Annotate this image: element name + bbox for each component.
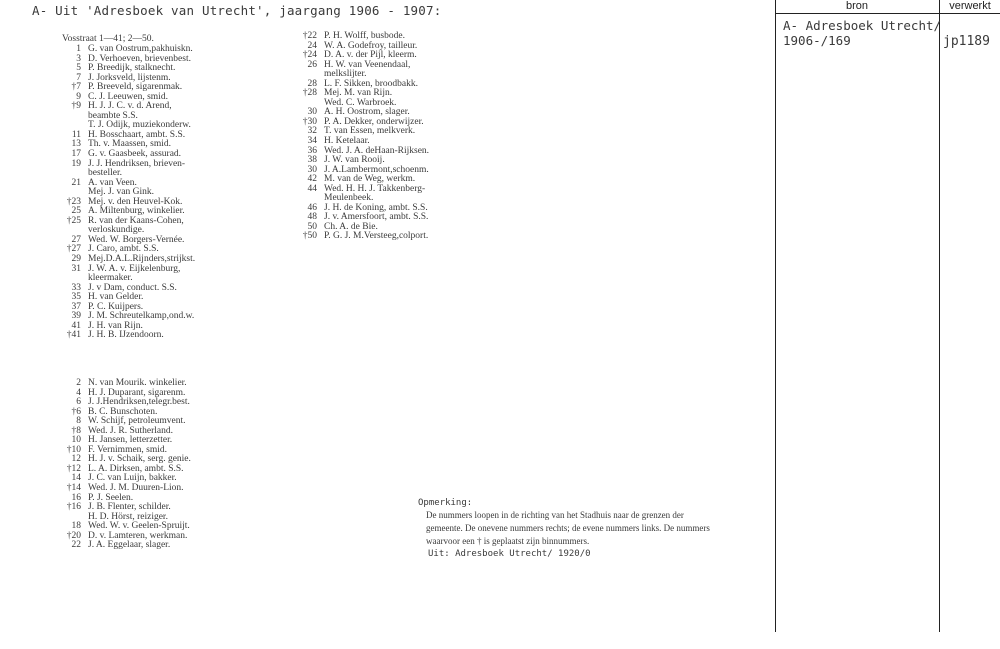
house-number: †30 bbox=[302, 116, 317, 127]
house-number: 30 bbox=[307, 164, 317, 175]
address-entry bbox=[40, 265, 270, 275]
resident-name: D. Verhoeven, brievenbest. bbox=[88, 53, 191, 64]
resident-name: P. A. Dekker, onderwijzer. bbox=[324, 116, 424, 127]
resident-name: H. van Gelder. bbox=[88, 292, 144, 303]
address-entry: verloskundige. bbox=[88, 225, 145, 236]
table-border-left bbox=[775, 0, 776, 632]
house-number: 32 bbox=[307, 126, 317, 137]
house-number: 4 bbox=[76, 387, 81, 398]
address-entry: T. J. Odijk, muziekonderw. bbox=[88, 120, 191, 131]
address-entry bbox=[40, 179, 270, 189]
address-entry bbox=[40, 217, 270, 227]
address-column-odd bbox=[40, 45, 270, 341]
resident-name: Wed. H. H. J. Takkenberg- bbox=[324, 183, 426, 194]
resident-name: H. Bosschaart, ambt. S.S. bbox=[88, 129, 186, 140]
resident-name: Mej.D.A.L.Rijnders,strijkst. bbox=[88, 254, 196, 265]
house-number: 42 bbox=[307, 174, 317, 185]
house-number: 48 bbox=[307, 212, 317, 223]
resident-name: W. Schijf, petroleumvent. bbox=[88, 416, 186, 427]
resident-name: H. W. van Veenendaal, bbox=[324, 59, 411, 70]
resident-name: A. van Veen. bbox=[88, 177, 137, 188]
remark-label: Opmerking: bbox=[418, 498, 473, 508]
resident-name: H. Jansen, letterzetter. bbox=[88, 435, 173, 446]
house-number: 13 bbox=[71, 139, 81, 150]
resident-name: P. G. J. M.Versteeg,colport. bbox=[324, 231, 429, 242]
street-heading: Vosstraat 1—41; 2—50. bbox=[62, 34, 154, 44]
resident-name: J. M. Schreutelkamp,ond.w. bbox=[88, 311, 195, 322]
house-number: †23 bbox=[66, 196, 81, 207]
resident-name: Wed. W. Borgers-Vernée. bbox=[88, 234, 185, 245]
house-number: 14 bbox=[71, 473, 81, 484]
resident-name: D. v. Lamteren, werkman. bbox=[88, 530, 188, 541]
address-entry bbox=[276, 61, 496, 71]
address-entry: kleermaker. bbox=[88, 273, 133, 284]
house-number: 27 bbox=[71, 234, 81, 245]
house-number: 35 bbox=[71, 292, 81, 303]
house-number: 16 bbox=[71, 492, 81, 503]
house-number: 44 bbox=[307, 183, 317, 194]
resident-name: R. van der Kaans-Cohen, bbox=[88, 215, 184, 226]
house-number: 30 bbox=[307, 107, 317, 118]
resident-name: H. Ketelaar. bbox=[324, 136, 370, 147]
remark-source: Uit: Adresboek Utrecht/ 1920/0 bbox=[428, 549, 591, 559]
address-entry bbox=[40, 102, 270, 112]
house-number: 9 bbox=[76, 91, 81, 102]
house-number: †9 bbox=[71, 101, 81, 112]
house-number: 38 bbox=[307, 155, 317, 166]
house-number: †50 bbox=[302, 231, 317, 242]
house-number: 18 bbox=[71, 521, 81, 532]
house-number: 3 bbox=[76, 53, 81, 64]
house-number: 34 bbox=[307, 136, 317, 147]
resident-name: A. Miltenburg, winkelier. bbox=[88, 206, 185, 217]
resident-name: P. C. Kuijpers. bbox=[88, 301, 144, 312]
house-number: 26 bbox=[307, 59, 317, 70]
table-header-rule bbox=[775, 13, 1000, 14]
house-number: †41 bbox=[66, 330, 81, 341]
resident-name: T. van Essen, melkverk. bbox=[324, 126, 416, 137]
resident-name: P. Breedijk, stalknecht. bbox=[88, 63, 176, 74]
house-number: †27 bbox=[66, 244, 81, 255]
resident-name: H. J. J. C. v. d. Arend, bbox=[88, 101, 172, 112]
resident-name: C. J. Leeuwen, smid. bbox=[88, 91, 168, 102]
house-number: †10 bbox=[66, 444, 81, 455]
resident-name: J. C. van Luijn, bakker. bbox=[88, 473, 177, 484]
address-entry: beambte S.S. bbox=[88, 110, 138, 121]
house-number: †14 bbox=[66, 483, 81, 494]
house-number: 8 bbox=[76, 416, 81, 427]
house-number: 39 bbox=[71, 311, 81, 322]
resident-name: G. van Oostrum,pakhuiskn. bbox=[88, 44, 193, 54]
resident-name: J. W. A. v. Eijkelenburg, bbox=[88, 263, 181, 274]
house-number: 21 bbox=[71, 177, 81, 188]
house-number: 6 bbox=[76, 397, 81, 408]
house-number: 12 bbox=[71, 454, 81, 465]
address-entry bbox=[40, 541, 270, 551]
resident-name: L. A. Dirksen, ambt. S.S. bbox=[88, 463, 184, 474]
remark-block bbox=[418, 497, 763, 560]
house-number: †8 bbox=[71, 425, 81, 436]
house-number: 24 bbox=[307, 40, 317, 51]
resident-name: J. A.Lambermont,schoenm. bbox=[324, 164, 429, 175]
house-number: 50 bbox=[307, 221, 317, 232]
address-entry: melkslijter. bbox=[324, 69, 367, 80]
house-number: †20 bbox=[66, 530, 81, 541]
resident-name: D. A. v. der Pijl, kleerm. bbox=[324, 50, 417, 61]
resident-name: J. H. van Rijn. bbox=[88, 320, 143, 331]
house-number: 31 bbox=[71, 263, 81, 274]
resident-name: G. v. Gaasbeek, assurad. bbox=[88, 149, 182, 160]
address-column-right bbox=[276, 32, 496, 242]
resident-name: N. van Mourik. winkelier. bbox=[88, 378, 187, 388]
house-number: 33 bbox=[71, 282, 81, 293]
resident-name: P. J. Seelen. bbox=[88, 492, 134, 503]
resident-name: J. B. Flenter, schilder. bbox=[88, 502, 171, 513]
resident-name: Wed. J. M. Duuren-Lion. bbox=[88, 483, 184, 494]
address-entry bbox=[40, 331, 270, 341]
resident-name: J. v Dam, conduct. S.S. bbox=[88, 282, 177, 293]
resident-name: Mej. M. van Rijn. bbox=[324, 88, 393, 99]
house-number: 46 bbox=[307, 202, 317, 213]
house-number: 19 bbox=[71, 158, 81, 169]
house-number: †28 bbox=[302, 88, 317, 99]
house-number: †6 bbox=[71, 406, 81, 417]
remark-line bbox=[418, 535, 763, 548]
house-number: 36 bbox=[307, 145, 317, 156]
house-number: 2 bbox=[76, 378, 81, 388]
resident-name: J. J. Hendriksen, brieven- bbox=[88, 158, 186, 169]
bron-header: bron bbox=[845, 0, 869, 12]
house-number: 5 bbox=[76, 63, 81, 74]
house-number: 25 bbox=[71, 206, 81, 217]
remark-line-3: waarvoor een † is geplaatst zijn binnummers. bbox=[426, 536, 590, 546]
house-number: 29 bbox=[71, 254, 81, 265]
resident-name: J. v. Amersfoort, ambt. S.S. bbox=[324, 212, 429, 223]
house-number: 22 bbox=[71, 540, 81, 551]
house-number: †12 bbox=[66, 463, 81, 474]
resident-name: Wed. J. A. deHaan-Rijksen. bbox=[324, 145, 430, 156]
resident-name: J. W. van Rooij. bbox=[324, 155, 385, 166]
house-number: 28 bbox=[307, 78, 317, 89]
resident-name: H. J. Duparant, sigarenm. bbox=[88, 387, 186, 398]
resident-name: A. H. Oostrom, slager. bbox=[324, 107, 410, 118]
remark-line-1: De nummers loopen in de richting van het Stadhuis naar de grenzen der bbox=[426, 510, 684, 520]
resident-name: J. J.Hendriksen,telegr.best. bbox=[88, 397, 190, 408]
remark-line-2: gemeente. De onevene nummers rechts; de evene nummers links. De nummers bbox=[426, 523, 710, 533]
resident-name: J. H. de Koning, ambt. S.S. bbox=[324, 202, 428, 213]
resident-name: Wed. W. v. Geelen-Spruijt. bbox=[88, 521, 190, 532]
house-number: 17 bbox=[71, 149, 81, 160]
house-number: †25 bbox=[66, 215, 81, 226]
house-number: †22 bbox=[302, 31, 317, 41]
house-number: 1 bbox=[76, 44, 81, 54]
resident-name: F. Vernimmen, smid. bbox=[88, 444, 168, 455]
house-number: †16 bbox=[66, 502, 81, 513]
resident-name: W. A. Godefroy, tailleur. bbox=[324, 40, 418, 51]
address-entry: H. D. Hörst, reiziger. bbox=[88, 511, 168, 522]
remark-line bbox=[418, 509, 763, 522]
house-number: 37 bbox=[71, 301, 81, 312]
house-number: 7 bbox=[76, 72, 81, 83]
address-entry bbox=[40, 160, 270, 170]
resident-name: B. C. Bunschoten. bbox=[88, 406, 158, 417]
resident-name: J. H. B. IJzendoorn. bbox=[88, 330, 164, 341]
house-number: †24 bbox=[302, 50, 317, 61]
verwerkt-header: verwerkt bbox=[949, 0, 991, 12]
source-table bbox=[775, 0, 1000, 649]
address-entry bbox=[276, 232, 496, 242]
resident-name: Th. v. Maassen, smid. bbox=[88, 139, 172, 150]
resident-name: Ch. A. de Bie. bbox=[324, 221, 378, 232]
resident-name: H. J. v. Schaik, serg. genie. bbox=[88, 454, 191, 465]
bron-value bbox=[783, 18, 941, 48]
address-entry: Mej. J. van Gink. bbox=[88, 187, 154, 198]
remark-line bbox=[418, 522, 763, 535]
address-entry bbox=[276, 185, 496, 195]
address-entry: Meulenbeek. bbox=[324, 193, 374, 204]
bron-value-line: A- Adresboek Utrecht/ bbox=[783, 18, 942, 33]
resident-name: Wed. J. R. Sutherland. bbox=[88, 425, 173, 436]
resident-name: M. van de Weg, werkm. bbox=[324, 174, 416, 185]
bron-value-line: 1906-/169 bbox=[783, 33, 851, 48]
address-column-even bbox=[40, 379, 270, 551]
house-number: 10 bbox=[71, 435, 81, 446]
document-title: A- Uit 'Adresboek van Utrecht', jaargang 1906 - 1907: bbox=[32, 3, 442, 18]
resident-name: J. Jorksveld, lijstenm. bbox=[88, 72, 171, 83]
verwerkt-value: jp1189 bbox=[943, 34, 990, 49]
resident-name: P. Breeveld, sigarenmak. bbox=[88, 82, 183, 93]
address-entry: Wed. C. Warbroek. bbox=[324, 97, 397, 108]
address-entry: besteller. bbox=[88, 168, 123, 179]
resident-name: P. H. Wolff, busbode. bbox=[324, 31, 405, 41]
house-number: 11 bbox=[71, 129, 81, 140]
resident-name: J. A. Eggelaar, slager. bbox=[88, 540, 171, 551]
house-number: †7 bbox=[71, 82, 81, 93]
table-divider bbox=[939, 0, 940, 632]
resident-name: L. F. Sikken, broodbakk. bbox=[324, 78, 418, 89]
resident-name: J. Caro, ambt. S.S. bbox=[88, 244, 159, 255]
house-number: 41 bbox=[71, 320, 81, 331]
resident-name: Mej. v. den Heuvel-Kok. bbox=[88, 196, 183, 207]
